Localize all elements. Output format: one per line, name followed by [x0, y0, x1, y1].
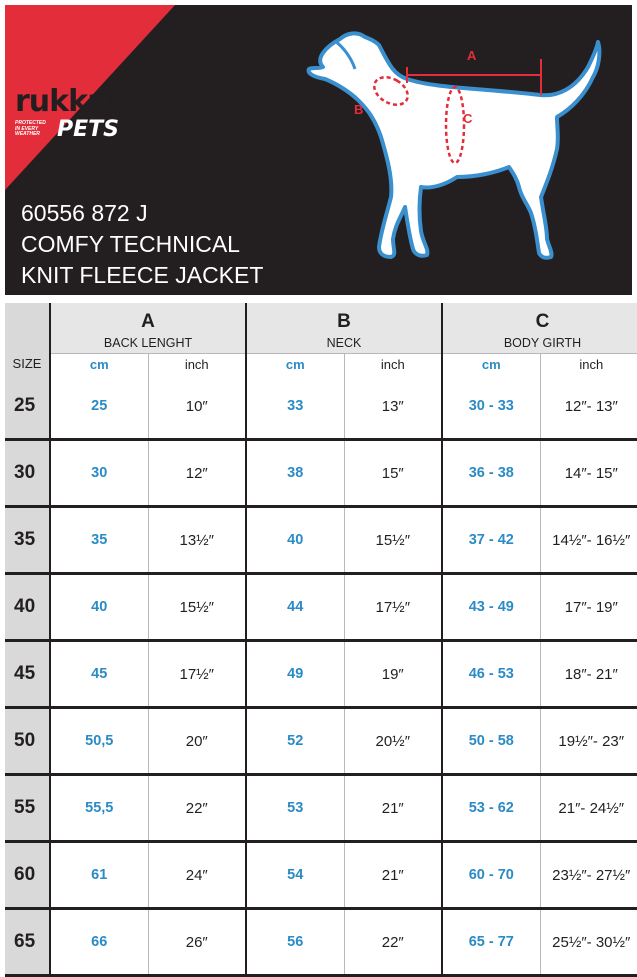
size-cell: 60 — [5, 842, 50, 909]
product-name-line2: KNIT FLEECE JACKET — [21, 262, 264, 288]
back-length-cm: 55,5 — [50, 775, 148, 842]
back-length-inch: 15½″ — [148, 574, 246, 641]
table-row — [5, 909, 637, 976]
dog-measurement-diagram — [295, 17, 615, 282]
back-length-cm: 40 — [50, 574, 148, 641]
back-length-cm: 45 — [50, 641, 148, 708]
body-girth-cm: 53 - 62 — [442, 775, 540, 842]
table-row — [5, 507, 637, 574]
body-girth-inch: 14½″- 16½″ — [540, 507, 637, 574]
back-length-inch: 13½″ — [148, 507, 246, 574]
table-row — [5, 842, 637, 909]
body-girth-cm: 46 - 53 — [442, 641, 540, 708]
body-girth-inch: 14″- 15″ — [540, 440, 637, 507]
neck-cm: 38 — [246, 440, 344, 507]
back-length-cm: 66 — [50, 909, 148, 976]
back-length-inch: 20″ — [148, 708, 246, 775]
unit-cm: cm — [50, 354, 148, 375]
neck-cm: 44 — [246, 574, 344, 641]
size-cell: 50 — [5, 708, 50, 775]
unit-inch: inch — [148, 354, 246, 375]
neck-inch: 21″ — [344, 775, 442, 842]
neck-inch: 19″ — [344, 641, 442, 708]
unit-cm: cm — [246, 354, 344, 375]
body-girth-inch: 25½″- 30½″ — [540, 909, 637, 976]
body-girth-inch: 17″- 19″ — [540, 574, 637, 641]
unit-cm: cm — [442, 354, 540, 375]
dog-silhouette — [309, 33, 600, 257]
brand-logo — [15, 84, 135, 142]
back-length-inch: 10″ — [148, 374, 246, 440]
neck-cm: 56 — [246, 909, 344, 976]
product-info — [21, 198, 263, 291]
neck-inch: 13″ — [344, 374, 442, 440]
neck-inch: 22″ — [344, 909, 442, 976]
neck-cm: 33 — [246, 374, 344, 440]
neck-cm: 49 — [246, 641, 344, 708]
group-c-header: C BODY GIRTH — [442, 303, 637, 354]
table-row — [5, 775, 637, 842]
header-panel — [5, 5, 632, 295]
size-chart — [5, 303, 632, 973]
size-column-label: SIZE — [5, 354, 50, 375]
body-girth-inch: 12″- 13″ — [540, 374, 637, 440]
label-b: B — [354, 102, 364, 117]
size-cell: 25 — [5, 374, 50, 440]
neck-inch: 15″ — [344, 440, 442, 507]
body-girth-cm: 65 - 77 — [442, 909, 540, 976]
body-girth-inch: 18″- 21″ — [540, 641, 637, 708]
label-c: C — [463, 111, 473, 126]
back-length-inch: 26″ — [148, 909, 246, 976]
size-table — [5, 303, 637, 977]
group-a-header: A BACK LENGHT — [50, 303, 246, 354]
back-length-inch: 12″ — [148, 440, 246, 507]
body-girth-cm: 50 - 58 — [442, 708, 540, 775]
body-girth-inch: 21″- 24½″ — [540, 775, 637, 842]
unit-inch: inch — [540, 354, 637, 375]
neck-inch: 15½″ — [344, 507, 442, 574]
brand-tagline: PROTECTED IN EVERY WEATHER — [15, 120, 46, 138]
size-cell: 55 — [5, 775, 50, 842]
table-row — [5, 708, 637, 775]
table-row — [5, 374, 637, 440]
body-girth-cm: 43 - 49 — [442, 574, 540, 641]
back-length-cm: 35 — [50, 507, 148, 574]
back-length-cm: 25 — [50, 374, 148, 440]
neck-cm: 40 — [246, 507, 344, 574]
body-girth-cm: 37 - 42 — [442, 507, 540, 574]
neck-cm: 52 — [246, 708, 344, 775]
neck-inch: 21″ — [344, 842, 442, 909]
back-length-cm: 50,5 — [50, 708, 148, 775]
product-name-line1: COMFY TECHNICAL — [21, 231, 240, 257]
back-length-inch: 22″ — [148, 775, 246, 842]
size-cell: 30 — [5, 440, 50, 507]
back-length-cm: 61 — [50, 842, 148, 909]
body-girth-inch: 19½″- 23″ — [540, 708, 637, 775]
back-length-cm: 30 — [50, 440, 148, 507]
size-head-cell — [5, 303, 50, 354]
brand-sub-name: PETS — [57, 117, 120, 142]
unit-row — [5, 354, 637, 375]
size-cell: 45 — [5, 641, 50, 708]
product-code: 60556 872 J — [21, 200, 148, 226]
brand-wordmark: rukka® — [15, 84, 116, 119]
body-girth-cm: 36 - 38 — [442, 440, 540, 507]
size-cell: 40 — [5, 574, 50, 641]
unit-inch: inch — [344, 354, 442, 375]
table-row — [5, 440, 637, 507]
neck-cm: 54 — [246, 842, 344, 909]
size-cell: 35 — [5, 507, 50, 574]
table-row — [5, 641, 637, 708]
group-b-header: B NECK — [246, 303, 442, 354]
table-row — [5, 574, 637, 641]
neck-inch: 20½″ — [344, 708, 442, 775]
body-girth-inch: 23½″- 27½″ — [540, 842, 637, 909]
body-girth-cm: 60 - 70 — [442, 842, 540, 909]
back-length-inch: 24″ — [148, 842, 246, 909]
neck-inch: 17½″ — [344, 574, 442, 641]
back-length-inch: 17½″ — [148, 641, 246, 708]
neck-cm: 53 — [246, 775, 344, 842]
body-girth-cm: 30 - 33 — [442, 374, 540, 440]
size-cell: 65 — [5, 909, 50, 976]
label-a: A — [467, 48, 477, 63]
